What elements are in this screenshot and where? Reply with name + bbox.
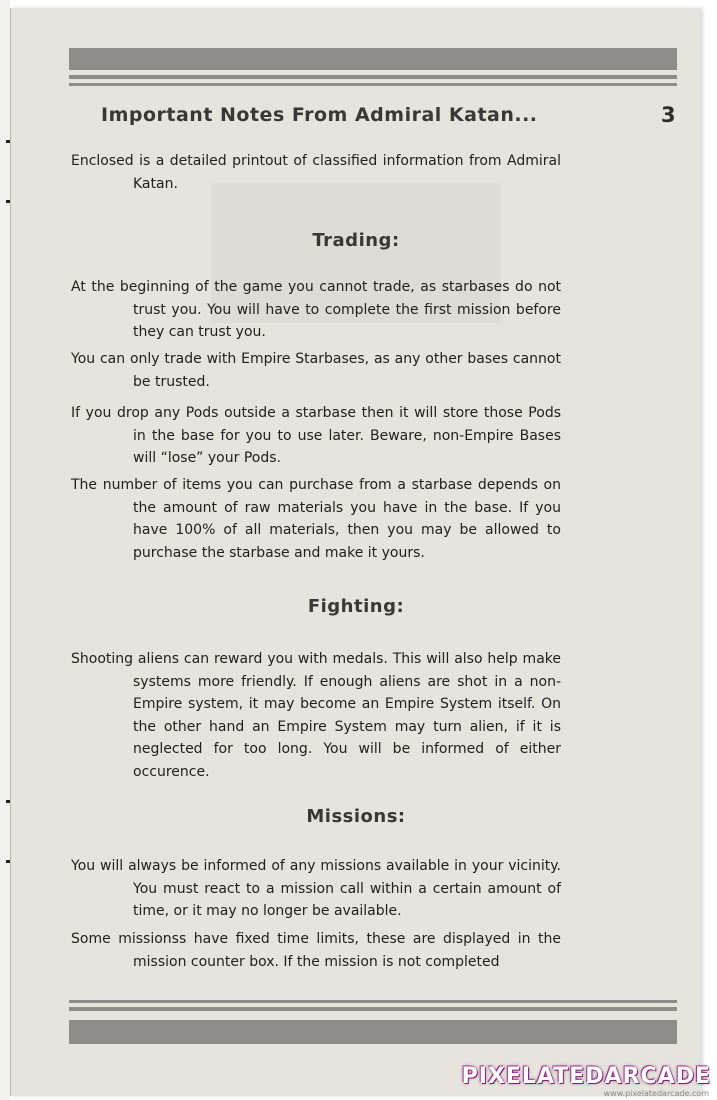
missions-heading: Missions: <box>306 806 406 827</box>
trading-paragraph: At the beginning of the game you cannot trade, as starbases do not trust you. You will have to complete the first mission before they can trust you. <box>71 279 561 341</box>
top-rule-1 <box>69 75 677 79</box>
watermark-logo: PIXELATEDARCADE <box>461 1064 711 1089</box>
trading-paragraph: The number of items you can purchase from a starbase depends on the amount of raw materials you have in the base. If you have 100% of all materials, then you may be allowed to purchase the starbase and make it yours. <box>71 477 561 561</box>
missions-paragraph: You will always be informed of any missions available in your vicinity. You must react to a mission call within a certain amount of time, or it may no longer be available. <box>71 858 561 920</box>
trading-paragraph: If you drop any Pods outside a starbase then it will store those Pods in the base for you to use later. Beware, non-Empire Bases will “lose” your Pods. <box>71 405 561 467</box>
top-bar <box>69 48 677 70</box>
intro-paragraph: Enclosed is a detailed printout of classified information from Admiral Katan. <box>71 153 561 192</box>
page-title: Important Notes From Admiral Katan... <box>101 104 538 126</box>
trading-paragraph: You can only trade with Empire Starbases, as any other bases cannot be trusted. <box>71 351 561 390</box>
bottom-bar <box>69 1020 677 1044</box>
manual-page <box>10 8 701 1096</box>
bottom-rule-2 <box>69 1007 677 1011</box>
bottom-rule-1 <box>69 1000 677 1003</box>
trading-heading: Trading: <box>312 230 400 251</box>
fighting-paragraph: Shooting aliens can reward you with medals. This will also help make systems more friendly. If enough aliens are shot in a non-Empire system, it may become an Empire System itself. On the other hand an Empire System may turn alien, if it is neglected for too long. You will be informed of either occurence. <box>71 651 561 780</box>
fighting-heading: Fighting: <box>307 596 405 617</box>
missions-paragraph: Some missionss have fixed time limits, these are displayed in the mission counter box. If the mission is not completed <box>71 931 561 970</box>
binding-strip <box>0 0 10 1100</box>
top-rule-2 <box>69 83 677 86</box>
page-number: 3 <box>661 103 676 127</box>
watermark-url: www.pixelatedarcade.com <box>603 1089 709 1098</box>
